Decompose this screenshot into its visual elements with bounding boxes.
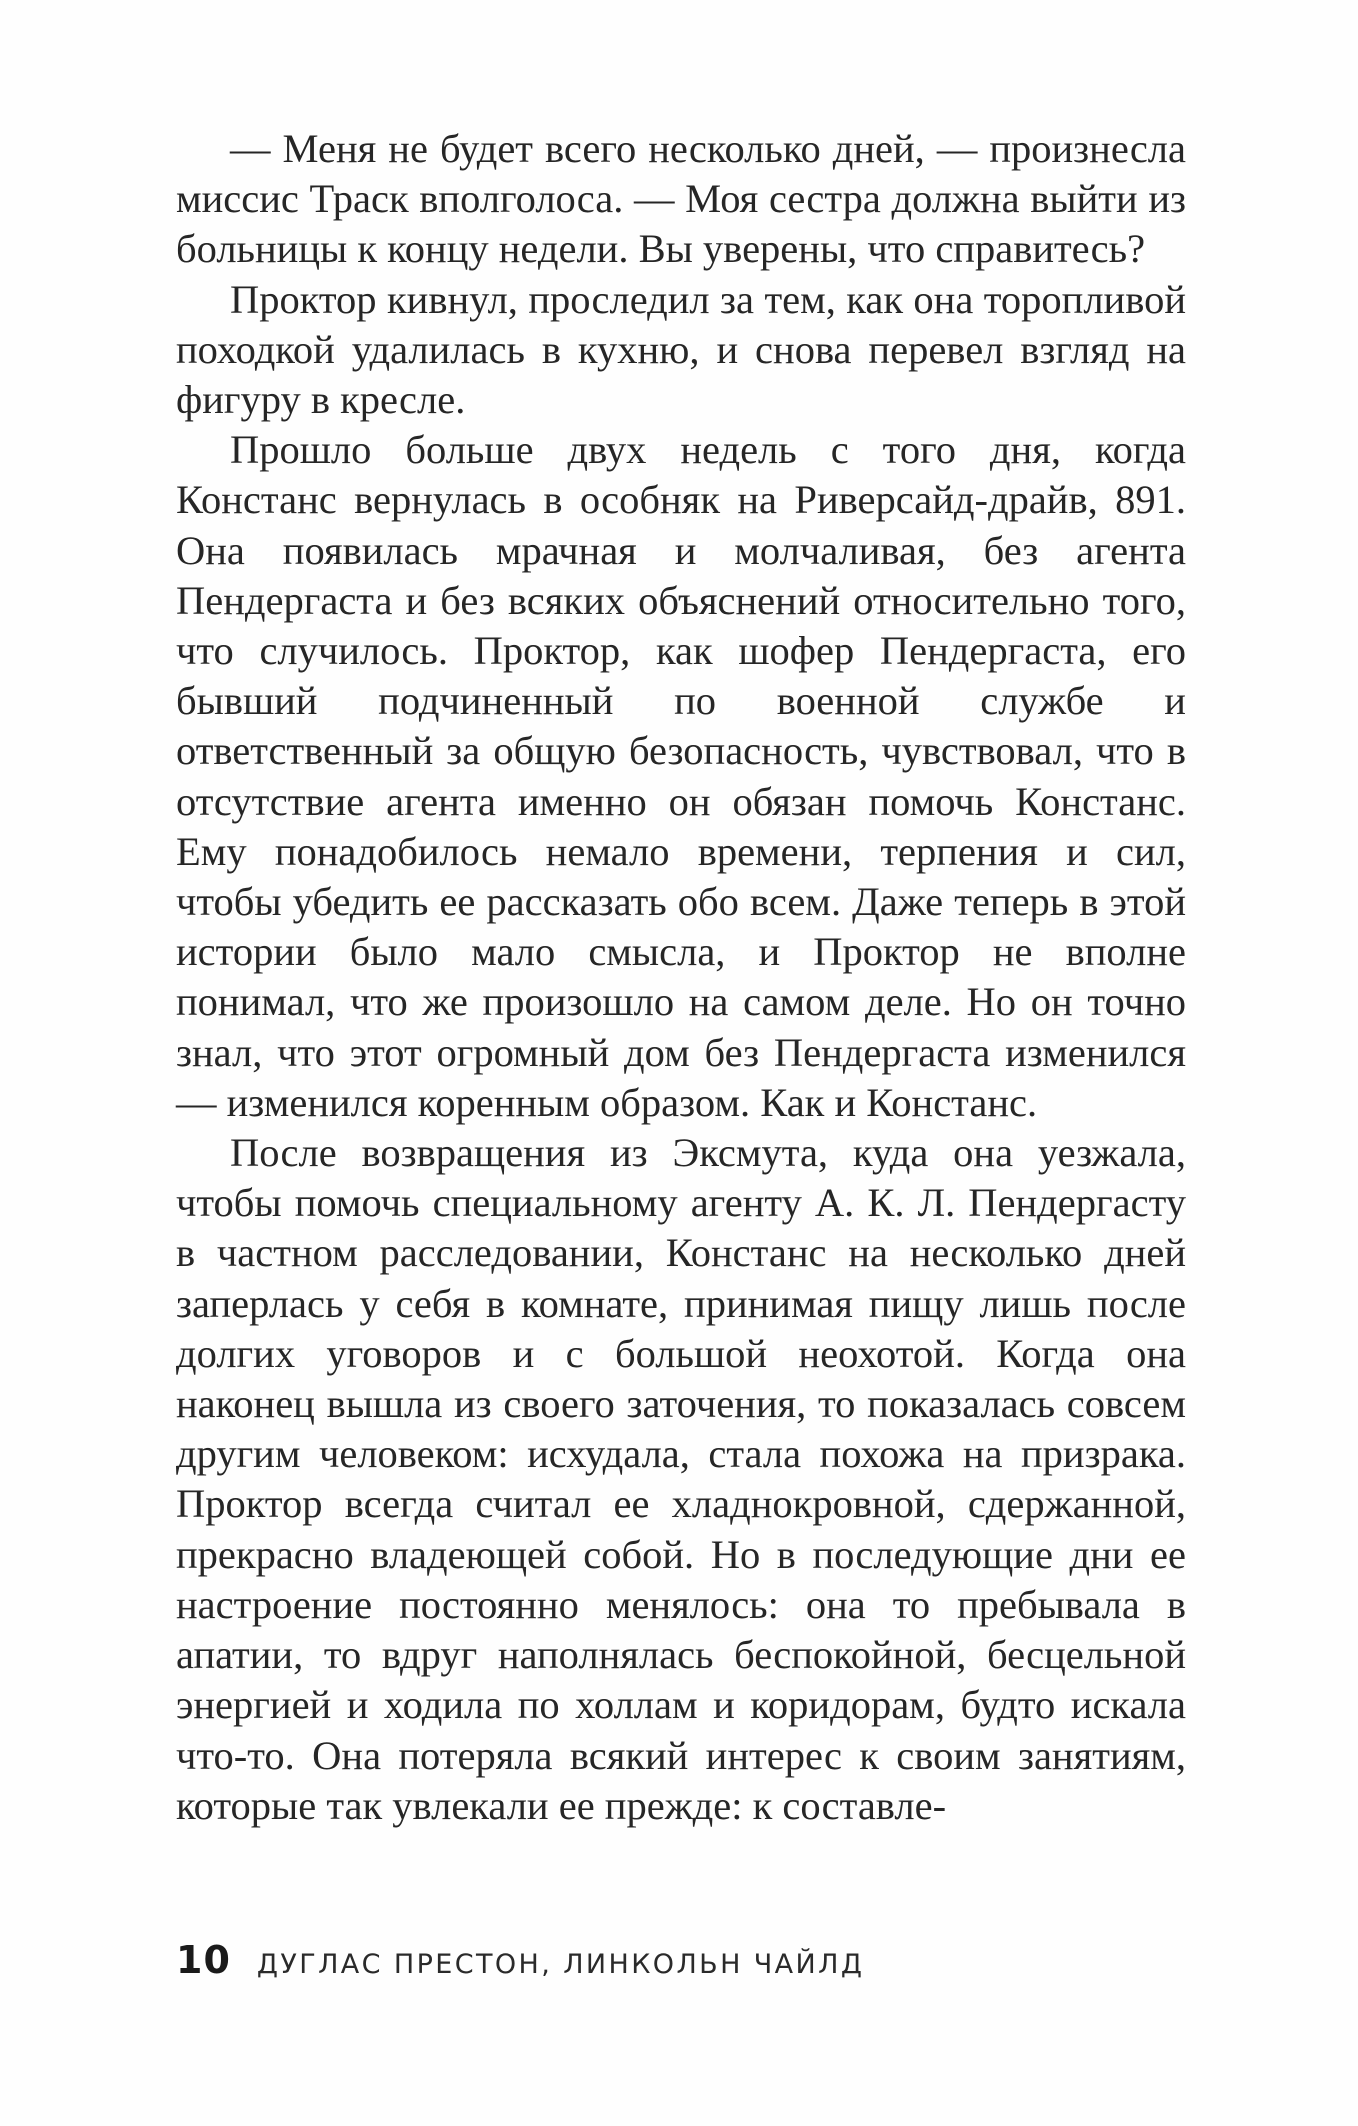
- page-footer: [176, 1938, 864, 1986]
- running-head-authors: ДУГЛАС ПРЕСТОН, ЛИНКОЛЬН ЧАЙЛД: [256, 1949, 865, 1980]
- paragraph-4: После возвращения из Эксмута, куда она уезжала, чтобы помочь специальному агенту А. К. Л. Пендергасту в частном расследовании, Констанс на несколько дней заперлась у себя в комнате, принимая пищу лишь после долгих уговоров и с большой неохотой. Когда она наконец вышла из своего заточения, то показалась совсем другим человеком: исхудала, стала похожа на призрака. Проктор всегда считал ее хладнокровной, сдержанной, прекрасно владеющей собой. Но в последующие дни ее настроение постоянно менялось: она то пребывала в апатии, то вдруг наполнялась беспокойной, бесцельной энергией и ходила по холлам и коридорам, будто искала что-то. Она потеряла всякий интерес к своим занятиям, которые так увлекали ее прежде: к составле-: [176, 1130, 1186, 1828]
- body-text: [176, 124, 1186, 1831]
- paragraph-2: Проктор кивнул, проследил за тем, как она торопливой походкой удалилась в кухню, и снова перевел взгляд на фигуру в кресле.: [176, 276, 1186, 423]
- paragraph-3: Прошло больше двух недель с того дня, когда Констанс вернулась в особняк на Риверсайд-драйв, 891. Она появилась мрачная и молчаливая, без агента Пендергаста и без всяких объяснений относительно того, что случилось. Проктор, как шофер Пендергаста, его бывший подчиненный по военной службе и ответственный за общую безопасность, чувствовал, что в отсутствие агента именно он обязан помочь Констанс. Ему понадобилось немало времени, терпения и сил, чтобы убедить ее рассказать обо всем. Даже теперь в этой истории было мало смысла, и Проктор не вполне понимал, что же произошло на самом деле. Но он точно знал, что этот огромный дом без Пендергаста изменился — изменился коренным образом. Как и Констанс.: [176, 427, 1186, 1125]
- paragraph-1: — Меня не будет всего несколько дней, — произнесла миссис Траск вполголоса. — Моя сестра должна выйти из больницы к концу недели. Вы уверены, что справитесь?: [176, 126, 1186, 272]
- page-number: 10: [176, 1938, 231, 1982]
